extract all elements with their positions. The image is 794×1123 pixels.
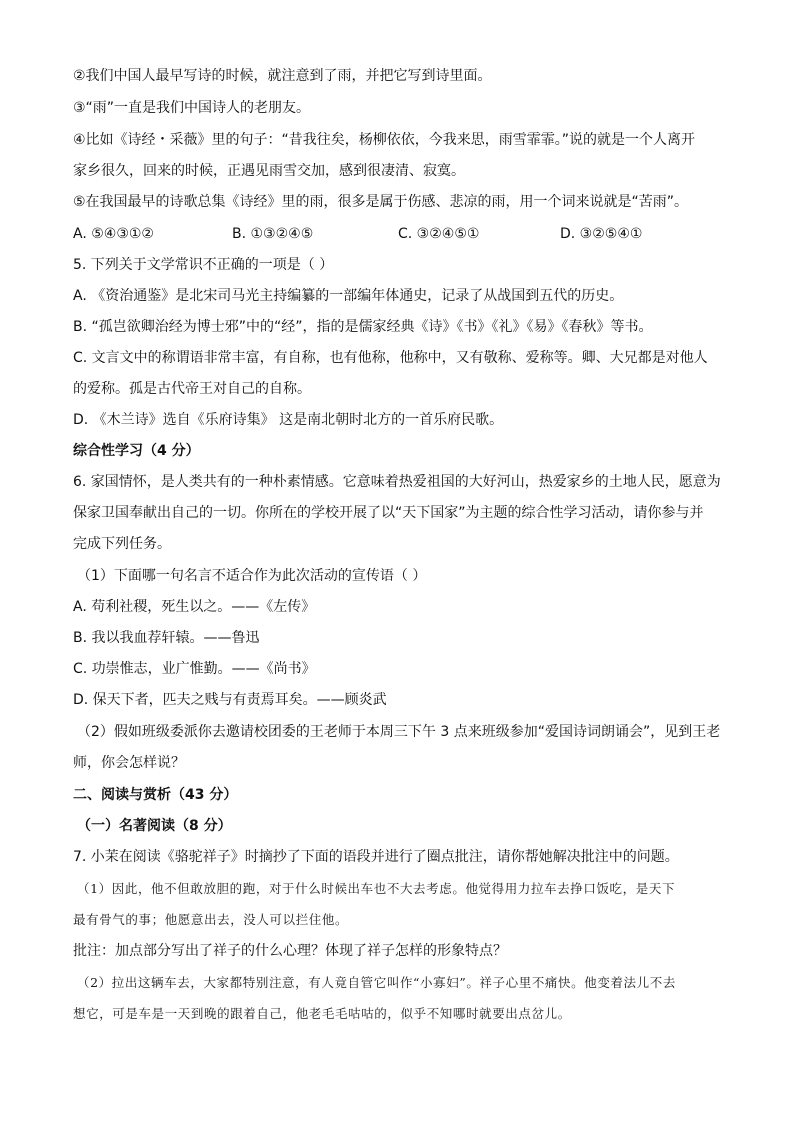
q6-sub1: （1）下面哪一句名言不适合作为此次活动的宣传语（ ） [77,568,427,584]
q4-option-a: A. ⑤④③①② [73,226,154,242]
q4-option-b: B. ①③②④⑤ [232,226,314,242]
q5-option-a: A. 《资治通鉴》是北宋司马光主持编纂的一部编年体通史，记录了从战国到五代的历史。 [73,288,624,304]
section-heading-reading: 二、阅读与赏析（43 分） [73,787,238,803]
q5-option-d: D. 《木兰诗》选自《乐府诗集》 这是南北朝时北方的一首乐府民歌。 [73,412,504,428]
q6-sub2-line1: （2）假如班级委派你去邀请校团委的王老师于本周三下午 3 点来班级参加“爱国诗词朗诵会”，见到王老 [77,724,721,740]
q7-passage1-line1: （1）因此，他不但敢放胆的跑，对于什么时候出车也不大去考虑。他觉得用力拉车去挣口饭吃，是天下 [77,881,676,896]
q6-option-b: B. 我以我血荐轩辕。——鲁迅 [73,630,260,646]
q4-options [73,224,693,244]
q6-option-d: D. 保天下者，匹夫之贱与有责焉耳矣。——顾炎武 [73,692,387,708]
q6-stem-line3: 完成下列任务。 [73,536,171,552]
q7-passage2-line2: 想它，可是车是一天到晚的跟着自己，他老毛毛咕咕的，似乎不知哪时就要出点岔儿。 [73,1006,571,1021]
q5-option-b: B. “孤岂欲卿治经为博士邪”中的“经”，指的是儒家经典《诗》《书》《礼》《易》《春秋》等书。 [73,319,653,335]
sentence-4-line1: ④比如《诗经・采薇》里的句子：“昔我往矣，杨柳依依，今我来思，雨雪霏霏。”说的就是一个人离开 [73,132,696,148]
q6-stem-line2: 保家卫国奉献出自己的一切。你所在的学校开展了以“天下国家”为主题的综合性学习活动，请你参与并 [73,505,704,521]
sentence-5: ⑤在我国最早的诗歌总集《诗经》里的雨，很多是属于伤感、悲凉的雨，用一个词来说就是“苦雨”。 [73,194,689,210]
q7-passage2-line1: （2）拉出这辆车去，大家都特别注意，有人竟自管它叫作“小寡妇”。祥子心里不痛快。他变着法儿不去 [77,975,676,990]
section-heading-comprehensive: 综合性学习（4 分） [73,443,200,459]
q5-stem: 5. 下列关于文学常识不正确的一项是（ ） [73,257,334,273]
q4-option-d: D. ③②⑤④① [560,226,643,242]
q5-option-c-line2: 的爱称。孤是古代帝王对自己的自称。 [73,381,311,397]
q7-annotation: 批注：加点部分写出了祥子的什么心理？体现了祥子怎样的形象特点？ [73,943,507,959]
q6-sub2-line2: 师，你会怎样说？ [73,755,185,771]
q6-stem-line1: 6. 家国情怀，是人类共有的一种朴素情感。它意味着热爱祖国的大好河山，热爱家乡的土地人民，愿意为 [73,474,721,490]
q7-stem: 7. 小茉在阅读《骆驼祥子》时摘抄了下面的语段并进行了圈点批注，请你帮她解决批注中的问题。 [73,849,679,865]
q7-passage1-line2: 最有骨气的事；他愿意出去，没人可以拦住他。 [73,912,349,927]
section-heading-classic: （一）名著阅读（8 分） [77,818,232,834]
q4-option-c: C. ③②④⑤① [398,226,480,242]
q5-option-c-line1: C. 文言文中的称谓语非常丰富，有自称，也有他称，他称中，又有敬称、爱称等。卿、大兄都是对他人 [73,350,708,366]
q6-option-a: A. 苟利社稷，死生以之。——《左传》 [73,599,316,615]
sentence-2: ②我们中国人最早写诗的时候，就注意到了雨，并把它写到诗里面。 [73,68,492,84]
sentence-3: ③“雨”一直是我们中国诗人的老朋友。 [73,100,311,116]
sentence-4-line2: 家乡很久，回来的时候，正遇见雨雪交加，感到很凄清、寂寞。 [73,163,465,179]
q6-option-c: C. 功崇惟志，业广惟勤。——《尚书》 [73,661,316,677]
